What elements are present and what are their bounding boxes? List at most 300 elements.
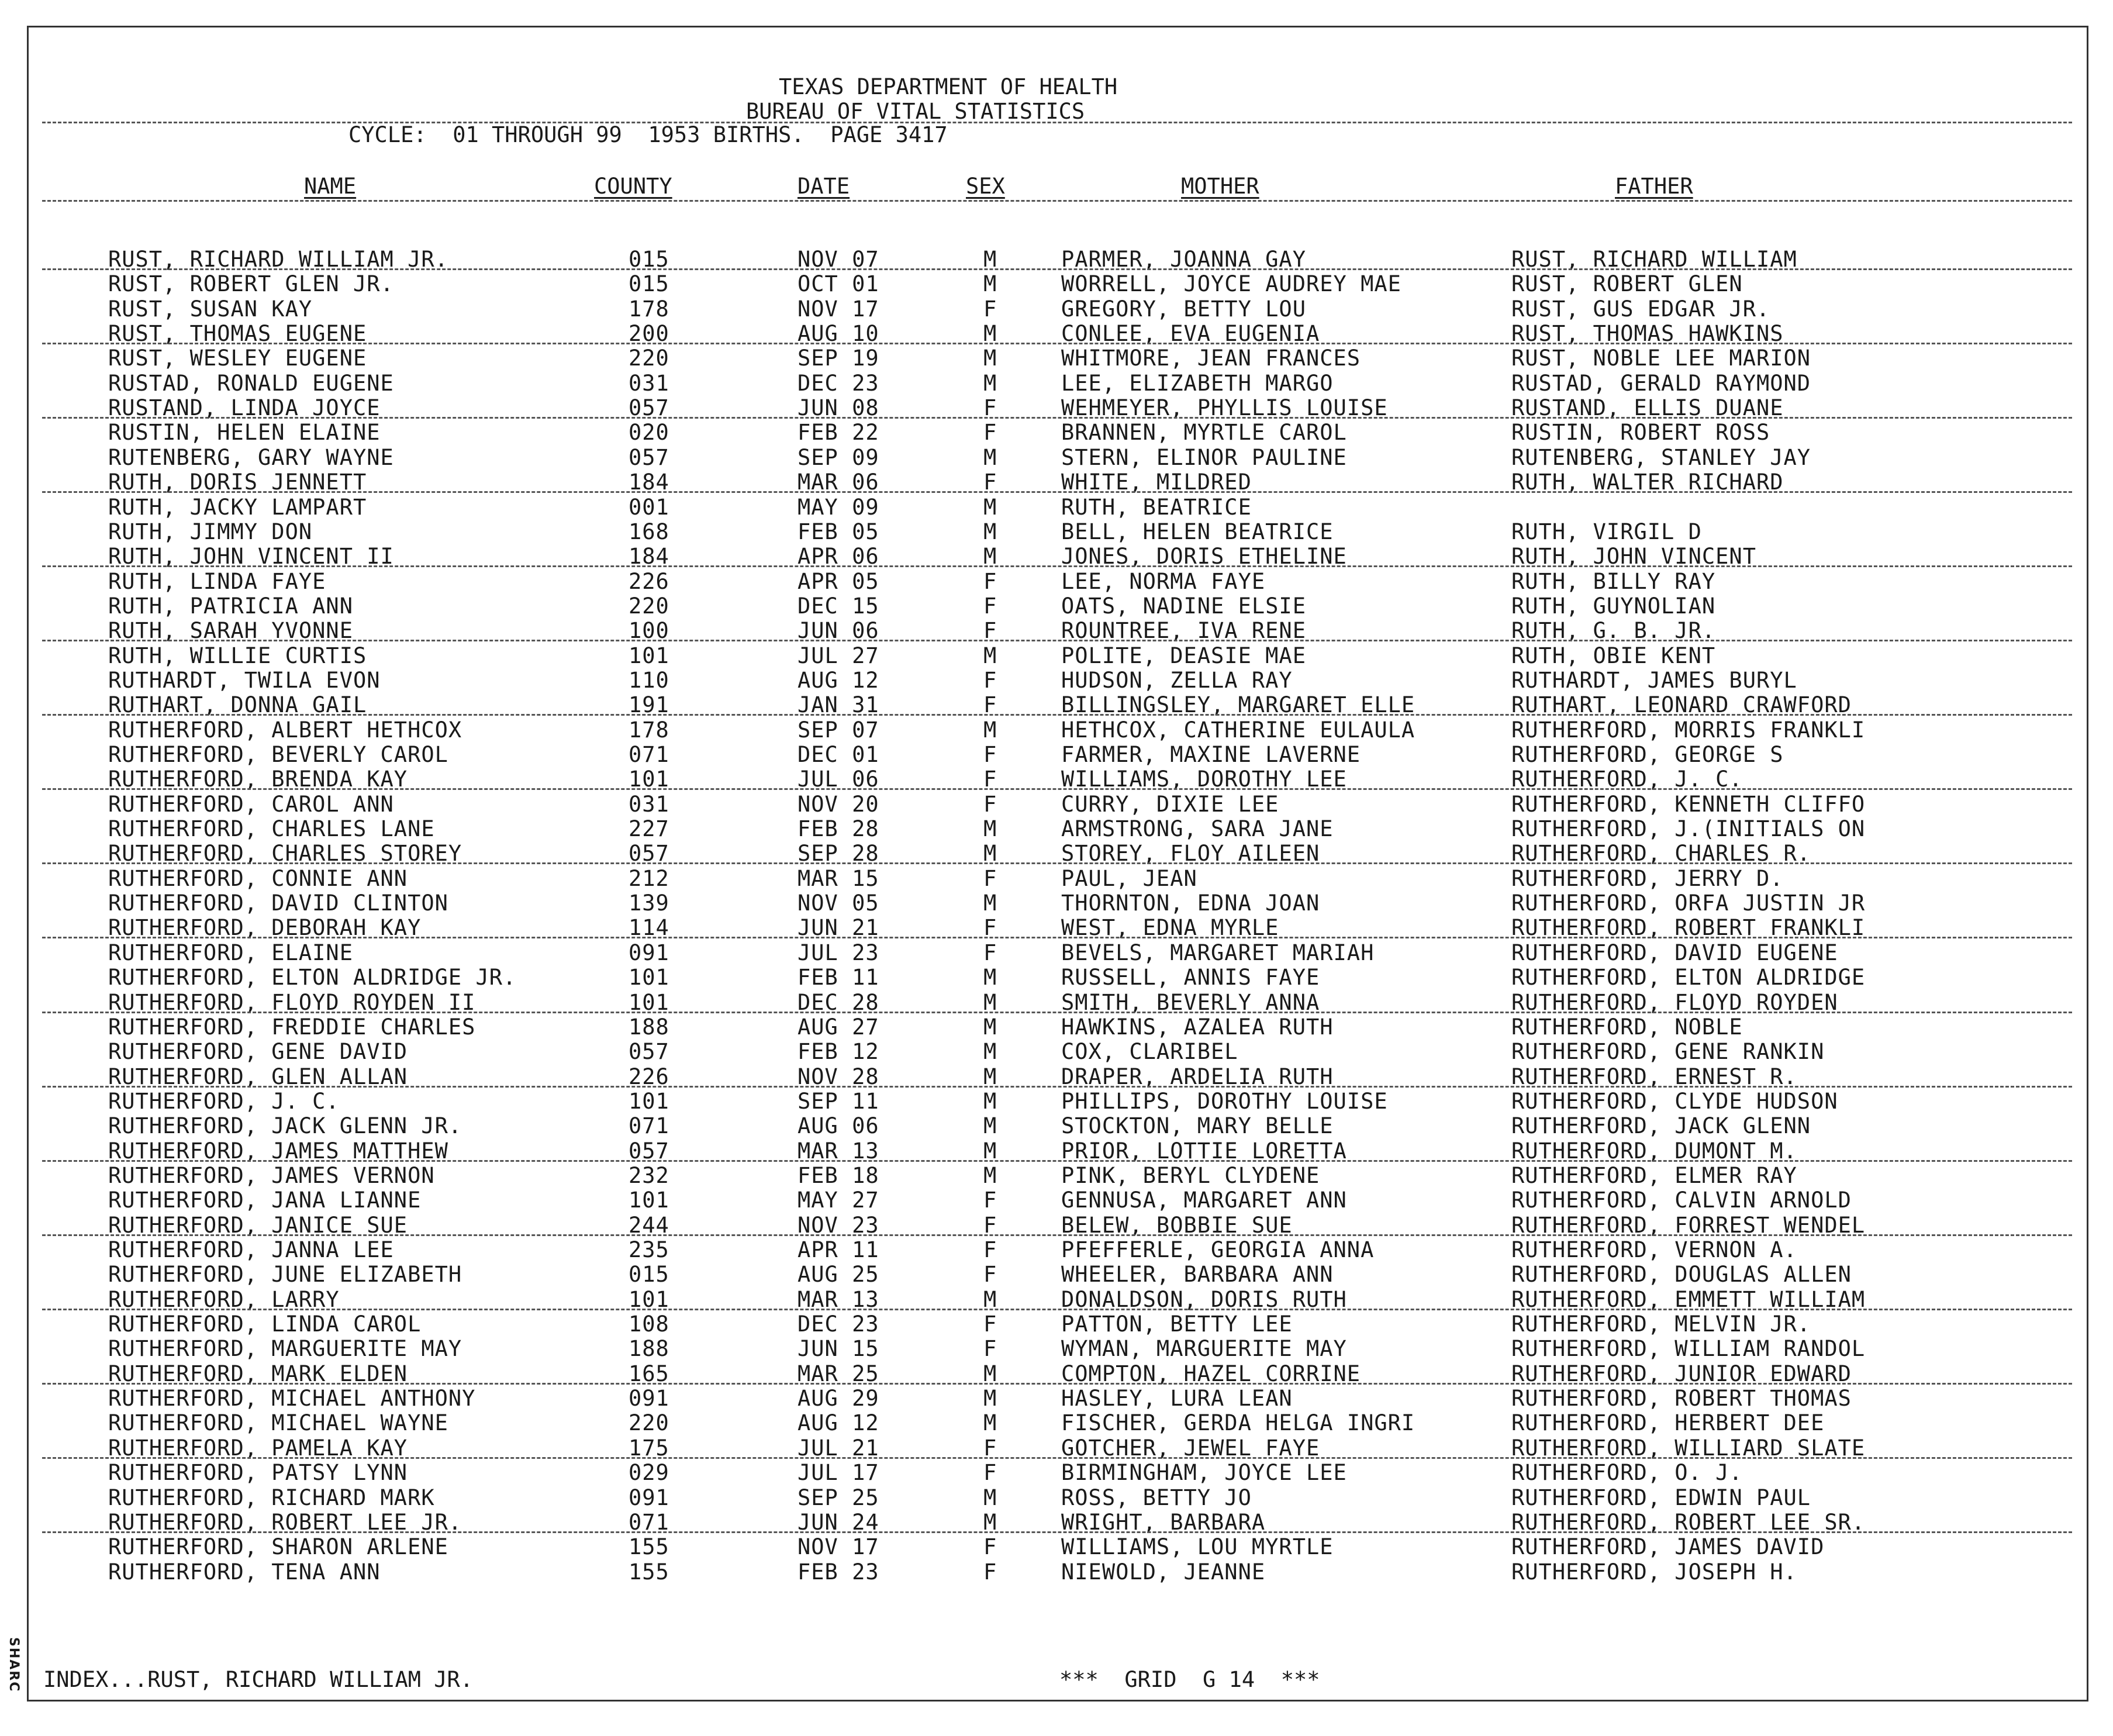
cell-sex: M <box>983 1509 997 1535</box>
cell-mother: WHEELER, BARBARA ANN <box>1061 1262 1334 1288</box>
cell-father: RUST, THOMAS HAWKINS <box>1511 321 1784 347</box>
cell-sex: M <box>983 247 997 272</box>
cell-county: 200 <box>629 321 669 347</box>
cell-mother: WHITE, MILDRED <box>1061 470 1252 495</box>
cell-county: 235 <box>629 1237 669 1262</box>
cell-mother: RUSSELL, ANNIS FAYE <box>1061 965 1320 990</box>
table-row <box>0 891 2113 916</box>
cell-date: AUG 29 <box>797 1386 879 1411</box>
table-row <box>0 1312 2113 1337</box>
cell-date: JUL 23 <box>797 940 879 965</box>
cell-sex: F <box>983 420 997 446</box>
cell-father: RUTHERFORD, JACK GLENN <box>1511 1113 1811 1139</box>
cell-father: RUTHERFORD, CLYDE HUDSON <box>1511 1088 1838 1114</box>
table-row <box>0 1238 2113 1262</box>
cell-county: 244 <box>629 1212 669 1238</box>
cell-county: 101 <box>629 989 669 1015</box>
cell-date: JUN 15 <box>797 1336 879 1362</box>
cell-date: JUL 06 <box>797 767 879 792</box>
cell-name: RUTHERFORD, ALBERT HETHCOX <box>108 717 462 743</box>
cell-date: FEB 11 <box>797 965 879 990</box>
table-row <box>0 1188 2113 1213</box>
cell-date: JUN 24 <box>797 1509 879 1535</box>
cell-date: AUG 12 <box>797 667 879 693</box>
cell-sex: M <box>983 271 997 297</box>
table-row <box>0 1486 2113 1510</box>
cell-name: RUTHERFORD, PAMELA KAY <box>108 1435 408 1461</box>
cell-county: 212 <box>629 865 669 891</box>
cell-father: RUTHERFORD, CHARLES R. <box>1511 841 1811 867</box>
cell-date: DEC 01 <box>797 742 879 767</box>
cell-date: AUG 06 <box>797 1113 879 1139</box>
cell-sex: M <box>983 841 997 867</box>
cell-county: 155 <box>629 1559 669 1585</box>
cell-county: 227 <box>629 816 669 842</box>
cell-father: RUTHERFORD, FORREST WENDEL <box>1511 1212 1866 1238</box>
cell-father: RUSTIN, ROBERT ROSS <box>1511 420 1770 446</box>
cell-mother: BELL, HELEN BEATRICE <box>1061 519 1334 544</box>
cell-sex: F <box>983 1312 997 1337</box>
cell-sex: M <box>983 1138 997 1164</box>
cell-mother: PFEFFERLE, GEORGIA ANNA <box>1061 1237 1375 1262</box>
cell-county: 100 <box>629 618 669 644</box>
cell-county: 015 <box>629 1262 669 1288</box>
cell-date: AUG 12 <box>797 1410 879 1436</box>
cell-father: RUST, GUS EDGAR JR. <box>1511 296 1770 322</box>
cell-father: RUTHERFORD, JOSEPH H. <box>1511 1559 1797 1585</box>
cell-sex: M <box>983 1162 997 1188</box>
cell-county: 101 <box>629 767 669 792</box>
cell-date: NOV 05 <box>797 891 879 916</box>
row-separator <box>42 1531 2072 1533</box>
row-separator <box>42 1457 2072 1459</box>
cell-county: 071 <box>629 1113 669 1139</box>
cell-father: RUTHERFORD, JAMES DAVID <box>1511 1534 1825 1560</box>
cell-date: DEC 28 <box>797 989 879 1015</box>
table-row <box>0 1560 2113 1585</box>
cell-date: FEB 05 <box>797 519 879 544</box>
cell-sex: M <box>983 321 997 347</box>
table-row <box>0 1337 2113 1361</box>
cell-date: AUG 27 <box>797 1014 879 1040</box>
cell-date: AUG 25 <box>797 1262 879 1288</box>
cell-name: RUTHERFORD, CONNIE ANN <box>108 865 408 891</box>
cell-name: RUTHERFORD, MICHAEL WAYNE <box>108 1410 448 1436</box>
cell-mother: POLITE, DEASIE MAE <box>1061 643 1306 668</box>
cell-father: RUTHERFORD, GEORGE S <box>1511 742 1784 767</box>
cell-date: NOV 17 <box>797 1534 879 1560</box>
table-row <box>0 346 2113 371</box>
cell-name: RUTHERFORD, CHARLES LANE <box>108 816 435 842</box>
cell-name: RUTHERFORD, CHARLES STOREY <box>108 841 462 867</box>
cell-county: 175 <box>629 1435 669 1461</box>
cell-mother: WORRELL, JOYCE AUDREY MAE <box>1061 271 1401 297</box>
cell-name: RUSTIN, HELEN ELAINE <box>108 420 381 446</box>
cell-mother: HUDSON, ZELLA RAY <box>1061 667 1293 693</box>
cell-date: FEB 12 <box>797 1039 879 1065</box>
cell-name: RUTHERFORD, DAVID CLINTON <box>108 891 448 916</box>
cell-county: 168 <box>629 519 669 544</box>
cell-date: NOV 23 <box>797 1212 879 1238</box>
cell-county: 226 <box>629 1064 669 1089</box>
table-row <box>0 1164 2113 1188</box>
cell-name: RUTHERFORD, BRENDA KAY <box>108 767 408 792</box>
table-row <box>0 1015 2113 1040</box>
cell-date: OCT 01 <box>797 271 879 297</box>
cell-name: RUTH, JIMMY DON <box>108 519 313 544</box>
table-row <box>0 594 2113 619</box>
cell-father: RUTHERFORD, ORFA JUSTIN JR <box>1511 891 1866 916</box>
column-header-father: FATHER <box>1615 174 1693 199</box>
cell-mother: WYMAN, MARGUERITE MAY <box>1061 1336 1347 1362</box>
table-row <box>0 446 2113 470</box>
cell-sex: M <box>983 494 997 520</box>
cell-date: DEC 23 <box>797 370 879 396</box>
cell-name: RUTHERFORD, LINDA CAROL <box>108 1312 422 1337</box>
cell-name: RUTHERFORD, FLOYD ROYDEN II <box>108 989 476 1015</box>
cell-sex: F <box>983 618 997 644</box>
cell-name: RUTHERFORD, MARGUERITE MAY <box>108 1336 462 1362</box>
cell-sex: F <box>983 1188 997 1213</box>
cell-name: RUTHART, DONNA GAIL <box>108 692 367 718</box>
cell-name: RUTH, DORIS JENNETT <box>108 470 367 495</box>
cell-sex: M <box>983 1361 997 1386</box>
cell-name: RUTHERFORD, PATSY LYNN <box>108 1460 408 1486</box>
table-row <box>0 495 2113 520</box>
cell-date: MAR 06 <box>797 470 879 495</box>
cell-mother: PARMER, JOANNA GAY <box>1061 247 1306 272</box>
table-row <box>0 1411 2113 1435</box>
cell-mother: GENNUSA, MARGARET ANN <box>1061 1188 1347 1213</box>
table-row <box>0 297 2113 322</box>
cell-county: 178 <box>629 296 669 322</box>
cell-sex: M <box>983 891 997 916</box>
cell-father: RUTHERFORD, DOUGLAS ALLEN <box>1511 1262 1852 1288</box>
cell-sex: F <box>983 1534 997 1560</box>
cell-father: RUTHERFORD, JUNIOR EDWARD <box>1511 1361 1852 1386</box>
cell-sex: M <box>983 1286 997 1312</box>
cell-father: RUTHERFORD, GENE RANKIN <box>1511 1039 1825 1065</box>
cell-date: SEP 19 <box>797 346 879 371</box>
cell-father: RUTHERFORD, WILLIAM RANDOL <box>1511 1336 1866 1362</box>
cell-father: RUTHERFORD, ROBERT LEE SR. <box>1511 1509 1866 1535</box>
cell-father: RUTHERFORD, DAVID EUGENE <box>1511 940 1838 965</box>
row-separator <box>42 714 2072 716</box>
cell-date: MAR 15 <box>797 865 879 891</box>
cell-father: RUTHERFORD, DUMONT M. <box>1511 1138 1797 1164</box>
cell-sex: F <box>983 940 997 965</box>
cell-name: RUSTAD, RONALD EUGENE <box>108 370 394 396</box>
cell-name: RUTH, WILLIE CURTIS <box>108 643 367 668</box>
cell-date: SEP 11 <box>797 1088 879 1114</box>
cell-county: 220 <box>629 1410 669 1436</box>
cell-father: RUTH, G. B. JR. <box>1511 618 1716 644</box>
row-separator <box>42 1309 2072 1310</box>
cell-date: NOV 17 <box>797 296 879 322</box>
table-row <box>0 792 2113 817</box>
cell-date: MAR 13 <box>797 1286 879 1312</box>
cell-mother: OATS, NADINE ELSIE <box>1061 593 1306 619</box>
cell-sex: F <box>983 767 997 792</box>
cell-father: RUTHERFORD, EMMETT WILLIAM <box>1511 1286 1866 1312</box>
cell-mother: ARMSTRONG, SARA JANE <box>1061 816 1334 842</box>
cell-sex: M <box>983 346 997 371</box>
cell-date: MAR 25 <box>797 1361 879 1386</box>
cell-county: 108 <box>629 1312 669 1337</box>
cell-name: RUTHERFORD, DEBORAH KAY <box>108 915 422 941</box>
row-separator <box>42 788 2072 790</box>
cell-sex: M <box>983 717 997 743</box>
cell-name: RUTHERFORD, BEVERLY CAROL <box>108 742 448 767</box>
cell-date: SEP 28 <box>797 841 879 867</box>
table-row <box>0 420 2113 445</box>
cell-county: 031 <box>629 791 669 817</box>
cell-date: FEB 22 <box>797 420 879 446</box>
cell-county: 184 <box>629 470 669 495</box>
cell-father: RUTHERFORD, WILLIARD SLATE <box>1511 1435 1866 1461</box>
cell-county: 020 <box>629 420 669 446</box>
cell-mother: ROSS, BETTY JO <box>1061 1485 1252 1510</box>
cell-county: 226 <box>629 568 669 594</box>
cell-county: 188 <box>629 1336 669 1362</box>
cell-name: RUTH, SARAH YVONNE <box>108 618 353 644</box>
row-separator <box>42 268 2072 270</box>
table-row <box>0 520 2113 544</box>
table-row <box>0 644 2113 668</box>
cell-father: RUTHERFORD, ROBERT FRANKLI <box>1511 915 1866 941</box>
cell-mother: GREGORY, BETTY LOU <box>1061 296 1306 322</box>
cell-sex: F <box>983 915 997 941</box>
cell-name: RUSTAND, LINDA JOYCE <box>108 395 381 421</box>
cell-father: RUTHERFORD, MORRIS FRANKLI <box>1511 717 1866 743</box>
cell-mother: RUTH, BEATRICE <box>1061 494 1252 520</box>
table-row <box>0 668 2113 693</box>
cell-father: RUTHERFORD, MELVIN JR. <box>1511 1312 1811 1337</box>
cell-county: 101 <box>629 965 669 990</box>
cell-mother: BIRMINGHAM, JOYCE LEE <box>1061 1460 1347 1486</box>
cell-date: APR 11 <box>797 1237 879 1262</box>
row-separator <box>42 417 2072 419</box>
cell-sex: M <box>983 1113 997 1139</box>
cell-mother: WRIGHT, BARBARA <box>1061 1509 1266 1535</box>
cell-mother: WEST, EDNA MYRLE <box>1061 915 1279 941</box>
table-row <box>0 570 2113 594</box>
cell-county: 101 <box>629 1188 669 1213</box>
cell-father: RUTHARDT, JAMES BURYL <box>1511 667 1797 693</box>
column-header-county: COUNTY <box>594 174 672 199</box>
column-header-sex: SEX <box>966 174 1005 199</box>
cell-sex: F <box>983 395 997 421</box>
table-row <box>0 718 2113 743</box>
cell-county: 114 <box>629 915 669 941</box>
table-row <box>0 371 2113 396</box>
cell-county: 091 <box>629 1386 669 1411</box>
cell-father: RUTHERFORD, VERNON A. <box>1511 1237 1797 1262</box>
cell-date: FEB 18 <box>797 1162 879 1188</box>
row-separator <box>42 1086 2072 1088</box>
cell-name: RUTHERFORD, MARK ELDEN <box>108 1361 408 1386</box>
cell-name: RUTHERFORD, JUNE ELIZABETH <box>108 1262 462 1288</box>
cell-mother: PINK, BERYL CLYDENE <box>1061 1162 1320 1188</box>
cell-county: 057 <box>629 841 669 867</box>
cell-county: 191 <box>629 692 669 718</box>
cell-mother: PHILLIPS, DOROTHY LOUISE <box>1061 1088 1388 1114</box>
cell-sex: F <box>983 1262 997 1288</box>
cell-sex: M <box>983 519 997 544</box>
cell-father: RUTHERFORD, CALVIN ARNOLD <box>1511 1188 1852 1213</box>
column-header-name: NAME <box>304 174 357 199</box>
cell-county: 188 <box>629 1014 669 1040</box>
cell-mother: WHITMORE, JEAN FRANCES <box>1061 346 1361 371</box>
row-separator <box>42 640 2072 641</box>
cell-sex: M <box>983 1039 997 1065</box>
cell-father: RUTHERFORD, NOBLE <box>1511 1014 1743 1040</box>
cell-name: RUST, RICHARD WILLIAM JR. <box>108 247 448 272</box>
cell-name: RUTHERFORD, GLEN ALLAN <box>108 1064 408 1089</box>
cell-county: 155 <box>629 1534 669 1560</box>
cell-name: RUTHERFORD, FREDDIE CHARLES <box>108 1014 476 1040</box>
cell-father: RUTHERFORD, ELTON ALDRIDGE <box>1511 965 1866 990</box>
cell-county: 057 <box>629 1039 669 1065</box>
cell-date: SEP 25 <box>797 1485 879 1510</box>
cell-sex: F <box>983 692 997 718</box>
cell-sex: F <box>983 791 997 817</box>
cell-mother: CURRY, DIXIE LEE <box>1061 791 1279 817</box>
cell-county: 031 <box>629 370 669 396</box>
cell-sex: F <box>983 593 997 619</box>
cell-sex: M <box>983 989 997 1015</box>
column-header-rule <box>42 200 2072 202</box>
cell-date: JAN 31 <box>797 692 879 718</box>
cell-name: RUTHARDT, TWILA EVON <box>108 667 381 693</box>
cell-name: RUST, SUSAN KAY <box>108 296 313 322</box>
cell-county: 057 <box>629 1138 669 1164</box>
cell-county: 057 <box>629 395 669 421</box>
table-row <box>0 941 2113 965</box>
cell-mother: JONES, DORIS ETHELINE <box>1061 544 1347 570</box>
cell-sex: F <box>983 1460 997 1486</box>
cell-mother: WILLIAMS, DOROTHY LEE <box>1061 767 1347 792</box>
cell-mother: ROUNTREE, IVA RENE <box>1061 618 1306 644</box>
cell-mother: BILLINGSLEY, MARGARET ELLE <box>1061 692 1415 718</box>
cell-county: 110 <box>629 667 669 693</box>
cell-father: RUTHERFORD, ROBERT THOMAS <box>1511 1386 1852 1411</box>
cell-date: APR 06 <box>797 544 879 570</box>
cell-mother: BEVELS, MARGARET MARIAH <box>1061 940 1375 965</box>
cell-county: 101 <box>629 1286 669 1312</box>
cell-date: AUG 10 <box>797 321 879 347</box>
cell-sex: M <box>983 1485 997 1510</box>
cell-mother: DONALDSON, DORIS RUTH <box>1061 1286 1347 1312</box>
cell-father: RUTH, OBIE KENT <box>1511 643 1716 668</box>
row-separator <box>42 1012 2072 1013</box>
table-row <box>0 1535 2113 1559</box>
cell-county: 015 <box>629 247 669 272</box>
cell-name: RUTHERFORD, JACK GLENN JR. <box>108 1113 462 1139</box>
cell-mother: PATTON, BETTY LEE <box>1061 1312 1293 1337</box>
cell-date: DEC 23 <box>797 1312 879 1337</box>
cell-name: RUTENBERG, GARY WAYNE <box>108 444 394 470</box>
table-row <box>0 1386 2113 1411</box>
cell-mother: THORNTON, EDNA JOAN <box>1061 891 1320 916</box>
table-row <box>0 743 2113 767</box>
row-separator <box>42 1160 2072 1162</box>
cell-father: RUSTAD, GERALD RAYMOND <box>1511 370 1811 396</box>
cell-father: RUTHERFORD, J.(INITIALS ON <box>1511 816 1866 842</box>
cell-sex: M <box>983 544 997 570</box>
cell-name: RUTH, JACKY LAMPART <box>108 494 367 520</box>
cell-name: RUTH, PATRICIA ANN <box>108 593 353 619</box>
cell-sex: F <box>983 1336 997 1362</box>
cell-date: JUN 21 <box>797 915 879 941</box>
cell-sex: M <box>983 444 997 470</box>
cell-name: RUTHERFORD, RICHARD MARK <box>108 1485 435 1510</box>
table-row <box>0 867 2113 891</box>
cell-date: MAR 13 <box>797 1138 879 1164</box>
cell-mother: DRAPER, ARDELIA RUTH <box>1061 1064 1334 1089</box>
cell-father: RUTHERFORD, HERBERT DEE <box>1511 1410 1825 1436</box>
cell-sex: M <box>983 1386 997 1411</box>
cell-sex: M <box>983 1014 997 1040</box>
cell-name: RUST, THOMAS EUGENE <box>108 321 367 347</box>
cell-mother: HETHCOX, CATHERINE EULAULA <box>1061 717 1415 743</box>
column-header-date: DATE <box>797 174 850 199</box>
table-row <box>0 1040 2113 1064</box>
cell-father: RUTHERFORD, ELMER RAY <box>1511 1162 1797 1188</box>
cell-date: NOV 20 <box>797 791 879 817</box>
cell-mother: LEE, ELIZABETH MARGO <box>1061 370 1334 396</box>
cell-name: RUTHERFORD, JANNA LEE <box>108 1237 394 1262</box>
cell-mother: FARMER, MAXINE LAVERNE <box>1061 742 1361 767</box>
cell-county: 091 <box>629 940 669 965</box>
cell-date: SEP 09 <box>797 444 879 470</box>
cell-mother: WEHMEYER, PHYLLIS LOUISE <box>1061 395 1388 421</box>
cell-sex: F <box>983 568 997 594</box>
cell-mother: COMPTON, HAZEL CORRINE <box>1061 1361 1361 1386</box>
cell-mother: STOREY, FLOY AILEEN <box>1061 841 1320 867</box>
cell-date: SEP 07 <box>797 717 879 743</box>
cell-sex: F <box>983 470 997 495</box>
cell-father: RUST, ROBERT GLEN <box>1511 271 1743 297</box>
cell-date: FEB 23 <box>797 1559 879 1585</box>
cell-date: MAY 27 <box>797 1188 879 1213</box>
cell-date: JUL 17 <box>797 1460 879 1486</box>
cell-county: 139 <box>629 891 669 916</box>
cell-mother: WILLIAMS, LOU MYRTLE <box>1061 1534 1334 1560</box>
cell-father: RUTHART, LEONARD CRAWFORD <box>1511 692 1852 718</box>
cell-mother: SMITH, BEVERLY ANNA <box>1061 989 1320 1015</box>
cell-mother: NIEWOLD, JEANNE <box>1061 1559 1266 1585</box>
cell-father: RUST, RICHARD WILLIAM <box>1511 247 1797 272</box>
table-row <box>0 817 2113 841</box>
cell-father: RUTHERFORD, EDWIN PAUL <box>1511 1485 1811 1510</box>
cycle-line: CYCLE: 01 THROUGH 99 1953 BIRTHS. PAGE 3417 <box>348 122 948 147</box>
footer-grid: *** GRID G 14 *** <box>1059 1667 1320 1692</box>
cell-mother: PAUL, JEAN <box>1061 865 1197 891</box>
cell-sex: M <box>983 370 997 396</box>
cell-date: APR 05 <box>797 568 879 594</box>
cell-father: RUTH, WALTER RICHARD <box>1511 470 1784 495</box>
cell-name: RUTHERFORD, CAROL ANN <box>108 791 394 817</box>
cell-name: RUTHERFORD, LARRY <box>108 1286 340 1312</box>
row-separator <box>42 1234 2072 1236</box>
cell-name: RUTHERFORD, JAMES MATTHEW <box>108 1138 448 1164</box>
cell-county: 232 <box>629 1162 669 1188</box>
row-separator <box>42 1383 2072 1385</box>
footer-index: INDEX...RUST, RICHARD WILLIAM JR. <box>43 1667 474 1692</box>
cell-name: RUTHERFORD, JAMES VERNON <box>108 1162 435 1188</box>
cell-name: RUTH, LINDA FAYE <box>108 568 326 594</box>
